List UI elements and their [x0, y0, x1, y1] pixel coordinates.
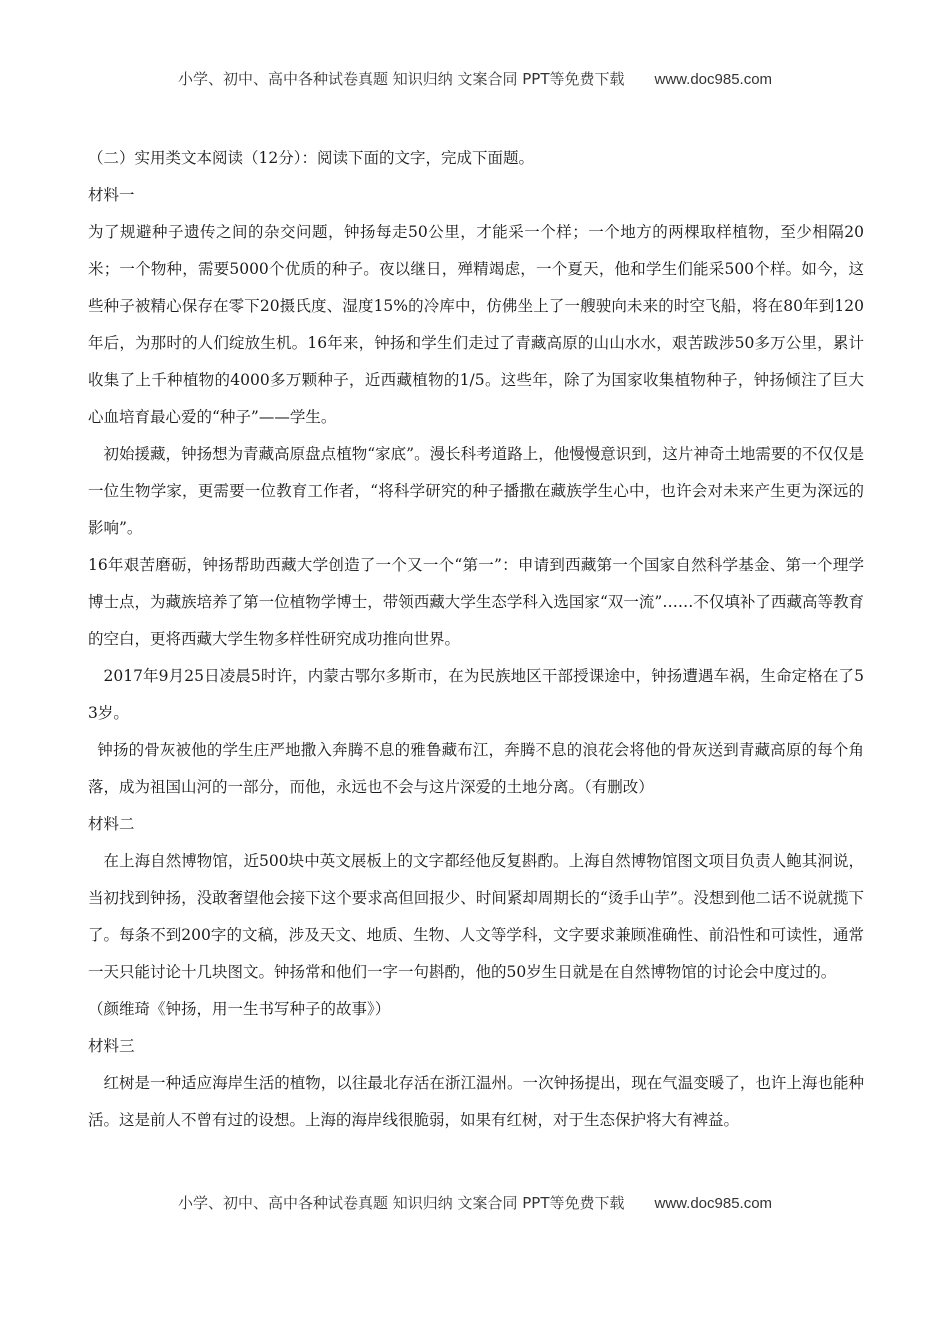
material1-label: 材料一 — [88, 186, 135, 204]
footer-site-link[interactable]: www.doc985.com — [654, 1195, 773, 1212]
material3-label: 材料三 — [88, 1037, 135, 1055]
material2-source: （颜维琦《钟扬，用一生书写种子的故事》） — [88, 1000, 391, 1018]
header-banner — [0, 68, 950, 89]
material2-label: 材料二 — [88, 815, 135, 833]
header-banner-text: 小学、初中、高中各种试卷真题 知识归纳 文案合同 PPT等免费下载 — [177, 70, 625, 88]
document-body — [88, 140, 864, 1139]
footer-banner — [0, 1192, 950, 1213]
section-title: （二）实用类文本阅读（12分）：阅读下面的文字，完成下面题。 — [88, 149, 534, 167]
material1-paragraph-2: 初始援藏，钟扬想为青藏高原盘点植物“家底”。漫长科考道路上，他慢慢意识到，这片神奇土地需要的不仅仅是一位生物学家，更需要一位教育工作者，“将科学研究的种子播撒在藏族学生心中，也许会对未来产生更为深远的影响”。 — [88, 445, 864, 537]
material1-paragraph-5: 钟扬的骨灰被他的学生庄严地撒入奔腾不息的雅鲁藏布江，奔腾不息的浪花会将他的骨灰送到青藏高原的每个角落，成为祖国山河的一部分，而他，永远也不会与这片深爱的土地分离。（有删改） — [88, 741, 864, 796]
material3-paragraph: 红树是一种适应海岸生活的植物，以往最北存活在浙江温州。一次钟扬提出，现在气温变暖了，也许上海也能种活。这是前人不曾有过的设想。上海的海岸线很脆弱，如果有红树，对于生态保护将大有裨益。 — [88, 1074, 864, 1129]
material1-paragraph-3: 16年艰苦磨砺，钟扬帮助西藏大学创造了一个又一个“第一”：申请到西藏第一个国家自然科学基金、第一个理学博士点，为藏族培养了第一位植物学博士，带领西藏大学生态学科入选国家“双一流”……不仅填补了西藏高等教育的空白，更将西藏大学生物多样性研究成功推向世界。 — [88, 556, 864, 648]
material1-paragraph-4: 2017年9月25日凌晨5时许，内蒙古鄂尔多斯市，在为民族地区干部授课途中，钟扬遭遇车祸，生命定格在了53岁。 — [88, 667, 864, 722]
header-site-link[interactable]: www.doc985.com — [654, 71, 773, 88]
material1-paragraph-1: 为了规避种子遗传之间的杂交问题，钟扬每走50公里，才能采一个样；一个地方的两棵取样植物，至少相隔20米；一个物种，需要5000个优质的种子。夜以继日，殚精竭虑，一个夏天，他和学生们能采500个样。如今，这些种子被精心保存在零下20摄氏度、湿度15%的冷库中，仿佛坐上了一艘驶向未来的时空飞船，将在80年到120年后，为那时的人们绽放生机。16年来，钟扬和学生们走过了青藏高原的山山水水，艰苦跋涉50多万公里，累计收集了上千种植物的4000多万颗种子，近西藏植物的1/5。这些年，除了为国家收集植物种子，钟扬倾注了巨大心血培育最心爱的“种子”——学生。 — [88, 223, 864, 426]
material2-paragraph: 在上海自然博物馆，近500块中英文展板上的文字都经他反复斟酌。上海自然博物馆图文项目负责人鲍其泂说，当初找到钟扬，没敢奢望他会接下这个要求高但回报少、时间紧却周期长的“烫手山芋”。没想到他二话不说就揽下了。每条不到200字的文稿，涉及天文、地质、生物、人文等学科，文字要求兼顾准确性、前沿性和可读性，通常一天只能讨论十几块图文。钟扬常和他们一字一句斟酌，他的50岁生日就是在自然博物馆的讨论会中度过的。 — [88, 852, 864, 981]
footer-banner-text: 小学、初中、高中各种试卷真题 知识归纳 文案合同 PPT等免费下载 — [177, 1194, 625, 1212]
